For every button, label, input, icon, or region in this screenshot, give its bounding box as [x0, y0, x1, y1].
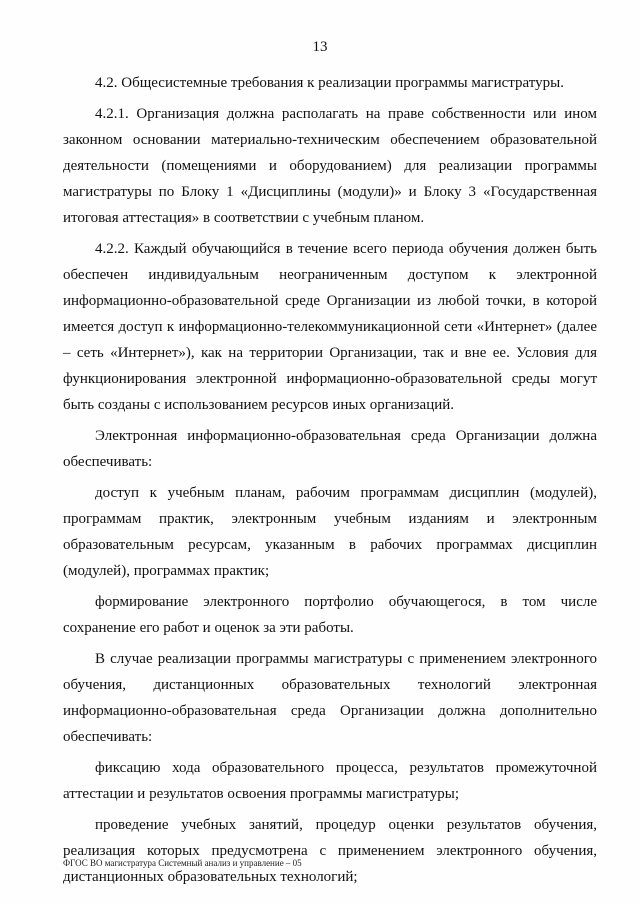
body-text	[63, 70, 597, 890]
page-number: 13	[312, 39, 328, 55]
section-heading-4-2: 4.2. Общесистемные требования к реализации программы магистратуры.	[95, 75, 564, 91]
paragraph-portfolio-item: формирование электронного портфолио обучающегося, в том числе сохранение его работ и оценок за эти работы.	[63, 594, 597, 636]
document-footer: ФГОС ВО магистратура Системный анализ и управление – 05	[63, 858, 302, 868]
paragraph-4-2-1: 4.2.1. Организация должна располагать на праве собственности или ином законном основании материально-техническим обеспечением образовательной деятельности (помещениями и оборудованием) для реализации программы магистратуры по Блоку 1 «Дисциплины (модули)» и Блоку 3 «Государственная итоговая аттестация» в соответствии с учебным планом.	[63, 106, 597, 226]
paragraph-4-2-2: 4.2.2. Каждый обучающийся в течение всего периода обучения должен быть обеспечен индивидуальным неограниченным доступом к электронной информационно-образовательной среде Организации из любой точки, в которой имеется доступ к информационно-телекоммуникационной сети «Интернет» (далее – сеть «Интернет»), как на территории Организации, так и вне ее. Условия для функционирования электронной информационно-образовательной среды могут быть созданы с использованием ресурсов иных организаций.	[63, 241, 597, 413]
paragraph-e-learning-case: В случае реализации программы магистратуры с применением электронного обучения, дистанционных образовательных технологий электронная информационно-образовательная среда Организации должна дополнительно обеспечивать:	[63, 651, 597, 745]
paragraph-access-item: доступ к учебным планам, рабочим программам дисциплин (модулей), программам практик, электронным учебным изданиям и электронным образовательным ресурсам, указанным в рабочих программах дисциплин (модулей), программах практик;	[63, 485, 597, 579]
paragraph-recording-item: фиксацию хода образовательного процесса, результатов промежуточной аттестации и результатов освоения программы магистратуры;	[63, 760, 597, 802]
paragraph-eios-intro: Электронная информационно-образовательная среда Организации должна обеспечивать:	[63, 428, 597, 470]
paragraph-conducting-item: проведение учебных занятий, процедур оценки результатов обучения, реализация которых предусмотрена с применением электронного обучения, дистанционных образовательных технологий;	[63, 817, 597, 885]
